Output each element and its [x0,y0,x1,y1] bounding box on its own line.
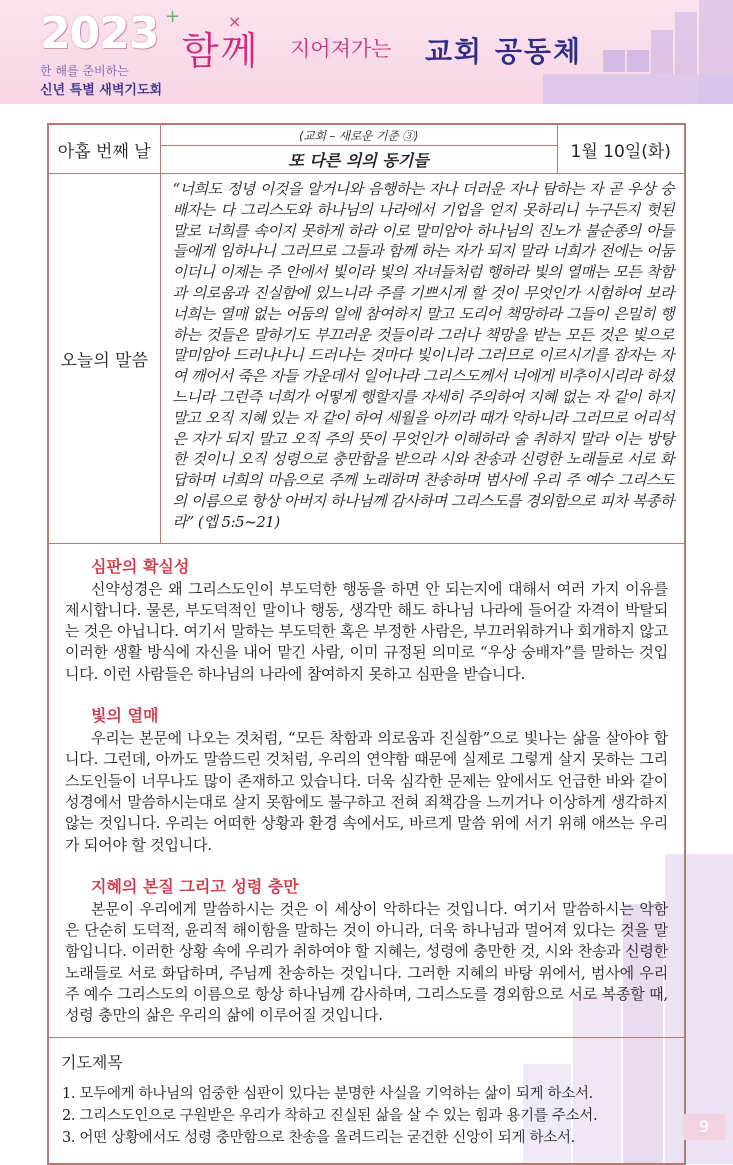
series-subtitle: ⟨교회 – 새로운 기준 ③⟩ [160,124,557,146]
sermon-body [48,543,685,1037]
scripture-label: 오늘의 말씀 [48,174,160,544]
section-heading: 빛의 열매 [91,706,159,726]
date-label: 1월 10일(화) [557,124,685,174]
prayer-item: 2. 그리스도인으로 구원받은 우리가 착하고 진실된 삶을 살 수 있는 힘과 용기를 주소서. [62,1107,598,1124]
cross-icon: × [228,12,242,31]
section-paragraph: 신약성경은 왜 그리스도인이 부도덕한 행동을 하면 안 되는지에 대해서 여러 가지 이유를 제시합니다. 물론, 부도덕적인 말이나 행동, 생각만 해도 하나님 나라에 들어갈 자격이 박탈되는 것은 아닙니다. 여기서 말하는 부도덕한 혹은 부정한 사람은, 부끄러워하거나 회개하지 않고 이러한 생활 방식에 자신을 내어 맡긴 사람, 이미 규정된 의미로 “우상 숭배자”를 말하는 것입니다. 이런 사람들은 하나님의 나라에 참여하지 못하고 심판을 받습니다. [65,579,668,683]
header-subtitle: 한 해를 준비하는 [40,64,129,78]
prayer-heading: 기도제목 [61,1052,123,1072]
theme-title-together: 함께 [182,29,260,73]
section-heading: 지혜의 본질 그리고 성령 충만 [91,876,299,896]
devotional-table [47,123,686,1165]
theme-title-community: 교회 공동체 [425,35,582,68]
header-subtitle-bold: 신년 특별 새벽기도회 [40,83,163,98]
page-number: 9 [683,1114,725,1140]
theme-title-being-built: 지어져가는 [290,37,392,61]
sermon-title: 또 다른 의의 동기들 [160,146,557,174]
section-heading: 심판의 확실성 [91,556,190,576]
prayer-item: 3. 어떤 상황에서도 성령 충만함으로 찬송을 올려드리는 굳건한 신앙이 되게 하소서. [62,1129,575,1146]
section-paragraph: 본문이 우리에게 말씀하시는 것은 이 세상이 악하다는 것입니다. 여기서 말씀하시는 악함은 단순히 도덕적, 윤리적 해이함을 말하는 것이 아니라, 더욱 하나님과 멀어져 있다는 것을 말함입니다. 이러한 상황 속에 우리가 취하여야 할 지혜는, 성령에 충만한 것, 시와 찬송과 신령한 노래들로 서로 화답하며, 주님께 찬송하는 것입니다. 그러한 지혜의 바탕 위에서, 범사에 우리 주 예수 그리스도의 이름으로 항상 하나님께 감사하며, 그리스도를 경외함으로 서로 복종할 때, 성령 충만의 삶은 우리의 삶에 이루어질 것입니다. [65,899,668,1025]
prayer-item: 1. 모두에게 하나님의 엄중한 심판이 있다는 분명한 사실을 기억하는 삶이 되게 하소서. [62,1085,593,1102]
devotional-sheet [47,123,684,1146]
year-logo: 2023 [40,8,159,59]
prayer-section [48,1037,685,1164]
section-paragraph: 우리는 본문에 나오는 것처럼, “모든 착함과 의로움과 진실함”으로 빛나는 삶을 살아야 합니다. 그런데, 아까도 말씀드린 것처럼, 우리의 연약함 때문에 실제로 그렇게 살지 못하는 그리스도인들이 너무나도 많이 존재하고 있습니다. 더욱 심각한 문제는 앞에서도 언급한 바와 같이 성경에서 말씀하시는대로 살지 못함에도 불구하고 전혀 죄책감을 느끼거나 이상하게 생각하지 않는 것입니다. 우리는 어떠한 상황과 환경 속에서도, 바르게 말씀 위에 서기 위해 애쓰는 우리가 되어야 할 것입니다. [65,729,668,854]
plus-icon: + [165,6,181,27]
day-label: 아홉 번째 날 [48,124,160,174]
header-banner [0,0,733,104]
scripture-text: “너희도 정녕 이것을 알거니와 음행하는 자나 더러운 자나 탐하는 자 곧 우상 숭배자는 다 그리스도와 하나님의 나라에서 기업을 얻지 못하리니 누구든지 헛된 말로 너희를 속이지 못하게 하라 이로 말미암아 하나님의 진노가 불순종의 아들들에게 임하나니 그러므로 그들과 함께 하는 자가 되지 말라 너희가 전에는 어둠이더니 이제는 주 안에서 빛이라 빛의 자녀들처럼 행하라 빛의 열매는 모든 착함과 의로움과 진실함에 있느니라 주를 기쁘시게 할 것이 무엇인가 시험하여 보라 너희는 열매 없는 어둠의 일에 참여하지 말고 도리어 책망하라 그들이 은밀히 행하는 것들은 말하기도 부끄러운 것들이라 그러나 책망을 받는 모든 것은 빛으로 말미암아 드러나나니 드러나는 것마다 빛이니라 그러므로 이르시기를 잠자는 자여 깨어서 죽은 자들 가운데서 일어나라 그리스도께서 너에게 비추이시리라 하셨느니라 그런즉 너희가 어떻게 행할지를 자세히 주의하여 지혜 없는 자 같이 하지 말고 오직 지혜 있는 자 같이 하여 세월을 아끼라 때가 악하니라 그러므로 어리석은 자가 되지 말고 오직 주의 뜻이 무엇인가 이해하라 술 취하지 말라 이는 방탕한 것이니 오직 성령으로 충만함을 받으라 시와 찬송과 신령한 노래들로 서로 화답하며 너희의 마음으로 주께 노래하며 찬송하며 범사에 우리 주 예수 그리스도의 이름으로 항상 아버지 하나님께 감사하며 그리스도를 경외함으로 피차 복종하라” (엡 5:5~21) [160,174,685,544]
